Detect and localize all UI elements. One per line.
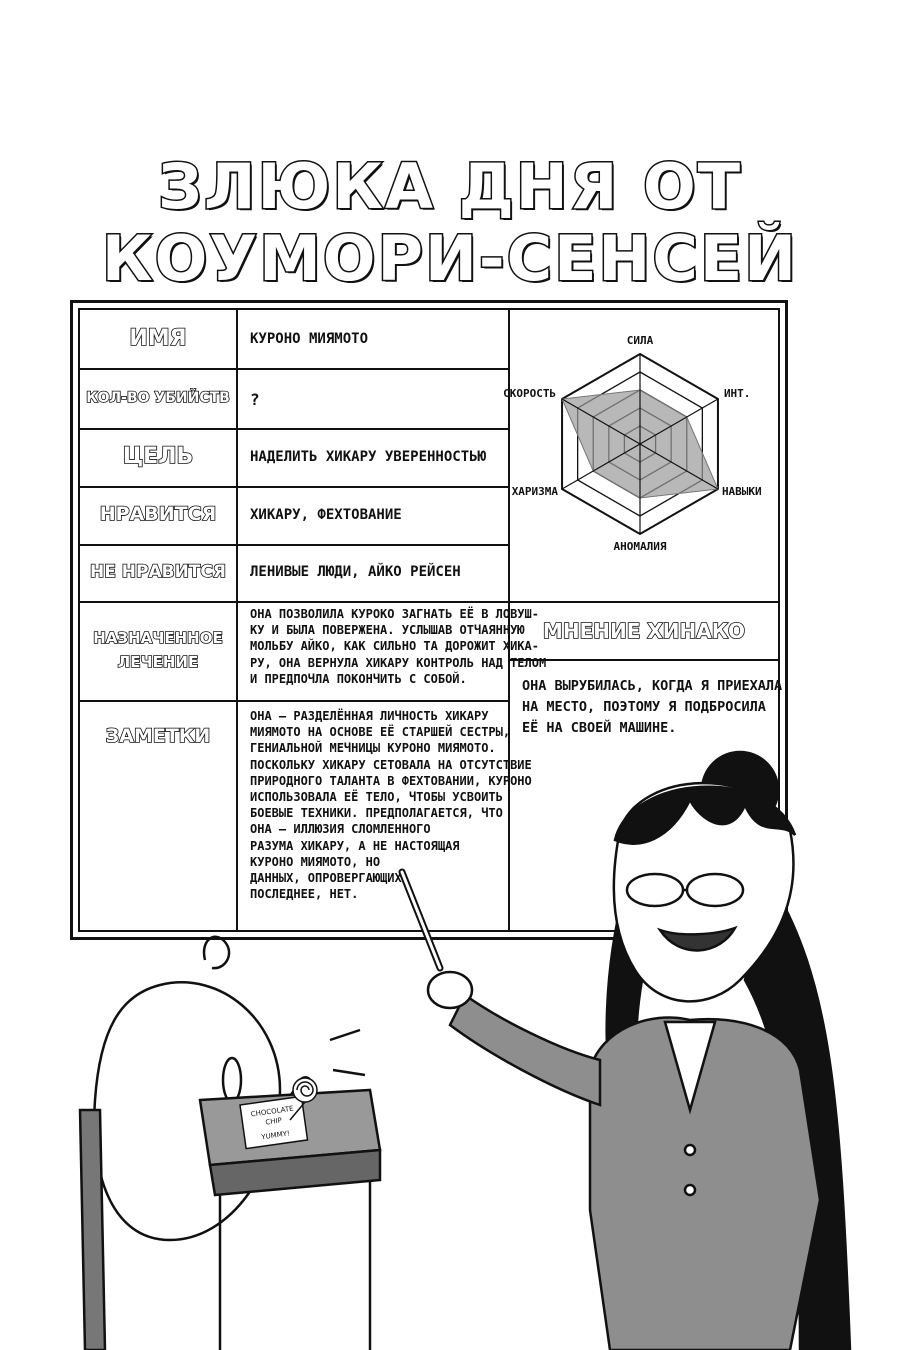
dislikes-value: ЛЕНИВЫЕ ЛЮДИ, АЙКО РЕЙСЕН: [250, 564, 461, 580]
candy-wrapper: [240, 1096, 308, 1148]
dislikes-label: НЕ НРАВИТСЯ: [90, 561, 226, 582]
notes-text: ОНА – РАЗДЕЛЁННАЯ ЛИЧНОСТЬ ХИКАРУ МИЯМОТО НА ОСНОВЕ ЕЁ СТАРШЕЙ СЕСТРЫ, ГЕНИАЛЬНОЙ МЕЧНИЦЫ КУРОНО МИЯМОТО. ПОСКОЛЬКУ ХИКАРУ СЕТОВАЛА НА ОТСУТСТВИЕ ПРИРОДНОГО ТАЛАНТА В ФЕХТОВАНИИ, КУРОНО ИСПОЛЬЗОВАЛА ЕЁ ТЕЛО, ЧТОБЫ УСВОИТЬ БОЕВЫЕ ТЕХНИКИ. ПРЕДПОЛАГАЕТСЯ, ЧТО ОНА – ИЛЛЮЗИЯ СЛОМЛЕННОГО РАЗУМА ХИКАРУ, А НЕ НАСТОЯЩАЯ КУРОНО МИЯМОТО, НО ДАННЫХ, ОПРОВЕРГАЮЩИХ ПОСЛЕДНЕЕ, НЕТ.: [250, 709, 532, 902]
likes-label: НРАВИТСЯ: [99, 503, 217, 526]
goal-label: ЦЕЛЬ: [122, 444, 194, 470]
page-title-line-2: КОУМОРИ-СЕНСЕЙ: [101, 222, 799, 295]
candy-label-line-2: CHIP: [264, 1116, 283, 1127]
treatment-label-line-2: ЛЕЧЕНИЕ: [117, 653, 199, 672]
radar-axis-label: ИНТ.: [723, 387, 751, 400]
likes-value: ХИКАРУ, ФЕХТОВАНИЕ: [250, 507, 402, 523]
opinion-header: МНЕНИЕ ХИНАКО: [542, 618, 746, 643]
treatment-text: ОНА ПОЗВОЛИЛА КУРОКО ЗАГНАТЬ ЕЁ В ЛОВУШ- КУ И БЫЛА ПОВЕРЖЕНА. УСЛЫШАВ ОТЧАЯННУЮ МОЛЬБУ АЙКО, КАК СИЛЬНО ТА ДОРОЖИТ ХИКА- РУ, ОНА ВЕРНУЛА ХИКАРУ КОНТРОЛЬ НАД ТЕЛОМ И ПРЕДПОЧЛА ПОКОНЧИТЬ С СОБОЙ.: [250, 607, 547, 686]
radar-axis-label: НАВЫКИ: [721, 485, 762, 498]
radar-axis-label: ХАРИЗМА: [511, 485, 559, 498]
radar-axis-label: СКОРОСТЬ: [503, 387, 557, 400]
opinion-header-divider: [508, 659, 780, 661]
treatment-label-line-1: НАЗНАЧЕННОЕ: [93, 629, 223, 648]
radar-axis-label: АНОМАЛИЯ: [613, 540, 667, 553]
goal-value: НАДЕЛИТЬ ХИКАРУ УВЕРЕННОСТЬЮ: [250, 449, 487, 465]
name-label: ИМЯ: [129, 326, 187, 352]
page-title-line-1: ЗЛЮКА ДНЯ ОТ: [158, 150, 742, 223]
name-value: КУРОНО МИЯМОТО: [250, 331, 369, 347]
kill-count-value: ?: [250, 390, 260, 409]
classroom-illustration: [0, 940, 900, 1350]
candy-label-line-3: YUMMY!: [260, 1129, 291, 1142]
notes-label: ЗАМЕТКИ: [105, 725, 211, 748]
kill-count-label: КОЛ-ВО УБИЙСТВ: [86, 389, 230, 406]
stat-radar-chart: [503, 312, 778, 599]
label-column-divider: [236, 310, 238, 930]
candy-label-line-1: CHOCOLATE: [250, 1104, 295, 1119]
row-divider: [80, 700, 508, 702]
opinion-text: ОНА ВЫРУБИЛАСЬ, КОГДА Я ПРИЕХАЛА НА МЕСТО, ПОЭТОМУ Я ПОДБРОСИЛА ЕЁ НА СВОЕЙ МАШИНЕ.: [522, 678, 783, 736]
radar-axis-label: СИЛА: [626, 334, 654, 347]
